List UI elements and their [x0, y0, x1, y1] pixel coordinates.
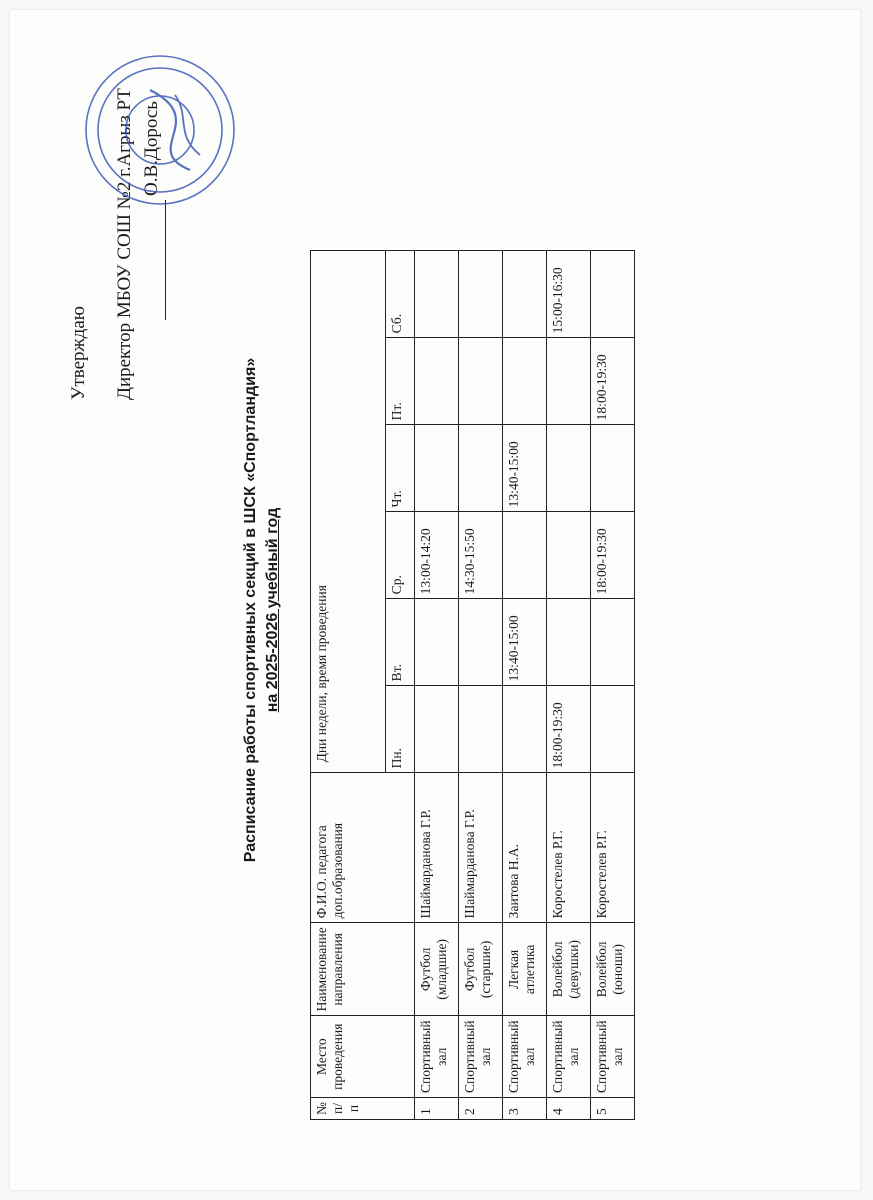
header-day-fri: Пт.: [386, 338, 415, 425]
row-time-sat: [591, 251, 635, 338]
header-pedagogue: Ф.И.О. педагога доп.образования: [311, 773, 415, 923]
row-time-thu: [459, 425, 503, 512]
row-place: Спортивный зал: [547, 1016, 591, 1098]
header-place: Место проведения: [311, 1016, 415, 1098]
signature-underline: [165, 200, 166, 320]
row-pedagogue: Коростелев Р.Г.: [547, 773, 591, 923]
document-title: [240, 330, 283, 890]
table-row: [459, 251, 503, 1120]
header-day-tue: Вт.: [386, 599, 415, 686]
row-time-thu: 13:40-15:00: [503, 425, 547, 512]
row-place: Спортивный зал: [591, 1016, 635, 1098]
row-num: 4: [547, 1098, 591, 1120]
row-time-thu: [591, 425, 635, 512]
row-place: Спортивный зал: [503, 1016, 547, 1098]
table-row: [547, 251, 591, 1120]
row-time-sat: 15:00-16:30: [547, 251, 591, 338]
row-time-mon: [503, 686, 547, 773]
row-time-wed: [547, 512, 591, 599]
row-direction: Легкая атлетика: [503, 923, 547, 1016]
header-day-mon: Пн.: [386, 686, 415, 773]
table-row: [503, 251, 547, 1120]
header-direction: Наименование направления: [311, 923, 415, 1016]
row-time-mon: [459, 686, 503, 773]
row-pedagogue: Шаймарданова Г.Р.: [415, 773, 459, 923]
row-time-fri: [547, 338, 591, 425]
row-time-wed: 18:00-19:30: [591, 512, 635, 599]
row-direction: Волейбол (юноши): [591, 923, 635, 1016]
schedule-table: [310, 250, 635, 1120]
signature-name: О.В.Дорось: [141, 101, 163, 196]
row-num: 3: [503, 1098, 547, 1120]
row-time-mon: 18:00-19:30: [547, 686, 591, 773]
row-time-fri: [459, 338, 503, 425]
table-row: [415, 251, 459, 1120]
row-place: Спортивный зал: [459, 1016, 503, 1098]
row-time-wed: [503, 512, 547, 599]
row-time-mon: [591, 686, 635, 773]
title-line-2: на 2025-2026 учебный год: [263, 507, 281, 713]
row-time-wed: 13:00-14:20: [415, 512, 459, 599]
director-line: Директор МБОУ СОШ №2 г.Агрыз РТ: [113, 88, 135, 400]
row-time-tue: [459, 599, 503, 686]
row-pedagogue: Заитова Н.А.: [503, 773, 547, 923]
row-num: 5: [591, 1098, 635, 1120]
row-time-wed: 14:30-15:50: [459, 512, 503, 599]
row-direction: Футбол (старшие): [459, 923, 503, 1016]
header-days-group: Дни недели, время проведения: [311, 251, 386, 773]
approve-label: Утверждаю: [68, 306, 89, 400]
row-time-thu: [547, 425, 591, 512]
header-row: [311, 251, 386, 1120]
document-page: [10, 10, 860, 1190]
row-time-sat: [503, 251, 547, 338]
header-day-wed: Ср.: [386, 512, 415, 599]
row-num: 1: [415, 1098, 459, 1120]
row-num: 2: [459, 1098, 503, 1120]
row-pedagogue: Коростелев Р.Г.: [591, 773, 635, 923]
row-direction: Волейбол (девушки): [547, 923, 591, 1016]
row-place: Спортивный зал: [415, 1016, 459, 1098]
row-time-sat: [415, 251, 459, 338]
header-day-sat: Сб.: [386, 251, 415, 338]
header-day-thu: Чт.: [386, 425, 415, 512]
row-time-mon: [415, 686, 459, 773]
row-time-fri: [503, 338, 547, 425]
row-direction: Футбол (младшие): [415, 923, 459, 1016]
row-time-tue: [547, 599, 591, 686]
header-num: № п/п: [311, 1098, 415, 1120]
title-line-1: Расписание работы спортивных секций в ШСК «Спортландия»: [242, 357, 259, 863]
row-time-sat: [459, 251, 503, 338]
rotated-sheet: [25, 30, 825, 1170]
row-pedagogue: Шаймарданова Г.Р.: [459, 773, 503, 923]
row-time-tue: 13:40-15:00: [503, 599, 547, 686]
table-row: [591, 251, 635, 1120]
row-time-thu: [415, 425, 459, 512]
row-time-tue: [415, 599, 459, 686]
row-time-fri: 18:00-19:30: [591, 338, 635, 425]
row-time-fri: [415, 338, 459, 425]
row-time-tue: [591, 599, 635, 686]
school-seal: [80, 50, 240, 210]
